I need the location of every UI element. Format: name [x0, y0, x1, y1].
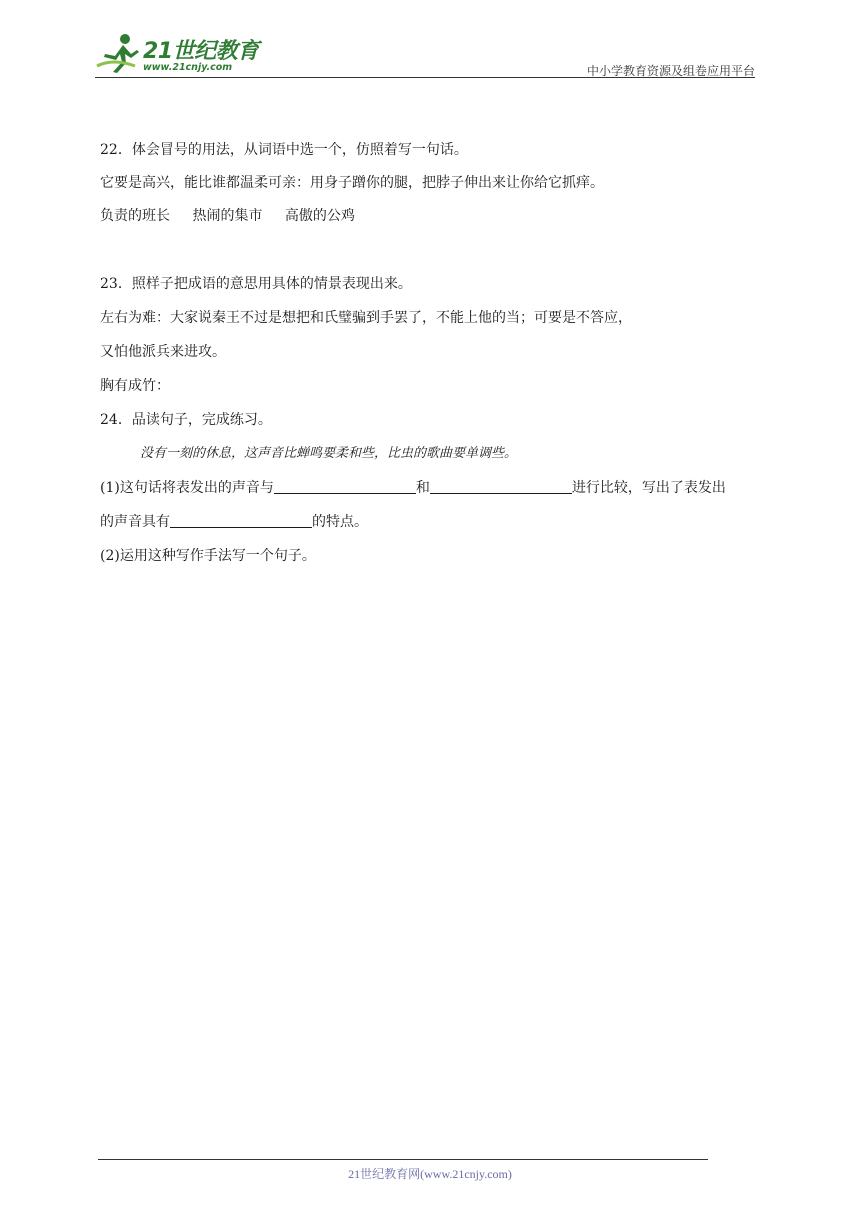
answer-blank[interactable]: [170, 513, 312, 528]
q22-title: 22．体会冒号的用法，从词语中选一个，仿照着写一句话。: [100, 142, 468, 158]
logo-url: www.21cnjy.com: [143, 62, 233, 73]
q23-example-line1: 左右为难：大家说秦王不过是想把和氏璧骗到手罢了，不能上他的当；可要是不答应，: [100, 310, 632, 326]
q24-sub1-text: 进行比较，写出了表发出: [571, 480, 726, 496]
answer-blank[interactable]: [430, 479, 572, 494]
q24-sub1-text: 和: [415, 480, 430, 496]
word-choice: 负责的班长: [100, 208, 170, 224]
q22-example: 它要是高兴，能比谁都温柔可亲：用身子蹭你的腿，把脖子伸出来让你给它抓痒。: [100, 175, 604, 191]
footer-text: 21世纪教育网(www.21cnjy.com): [348, 1167, 512, 1181]
footer-divider: [98, 1159, 708, 1160]
q24-sub1-line2: [100, 512, 368, 532]
q24-quote: 没有一刻的休息，这声音比蝉鸣要柔和些，比虫的歌曲要单调些。: [140, 446, 518, 461]
site-logo: [95, 30, 265, 76]
q24-sub1-text: 的特点。: [312, 514, 368, 530]
q24-sub1-text: 的声音具有: [100, 514, 170, 530]
page-header: [95, 30, 755, 80]
q23-title: 23．照样子把成语的意思用具体的情景表现出来。: [100, 276, 412, 292]
q24-title: 24．品读句子，完成练习。: [100, 412, 272, 428]
header-divider: [95, 77, 755, 78]
header-title: 中小学教育资源及组卷应用平台: [586, 64, 755, 78]
q22-word-choices: [100, 206, 373, 226]
q23-prompt: 胸有成竹：: [100, 378, 170, 394]
word-choice: 热闹的集市: [192, 208, 263, 224]
q23-example-line2: 又怕他派兵来进攻。: [100, 344, 226, 360]
q24-sub2: (2)运用这种写作手法写一个句子。: [100, 548, 316, 564]
logo-text: 21世纪教育: [143, 39, 259, 64]
answer-blank[interactable]: [274, 479, 416, 494]
running-figure-icon: [95, 32, 143, 74]
q24-sub1-line1: [100, 478, 726, 498]
word-choice: 高傲的公鸡: [284, 208, 355, 224]
q24-sub1-text: (1)这句话将表发出的声音与: [100, 480, 274, 496]
